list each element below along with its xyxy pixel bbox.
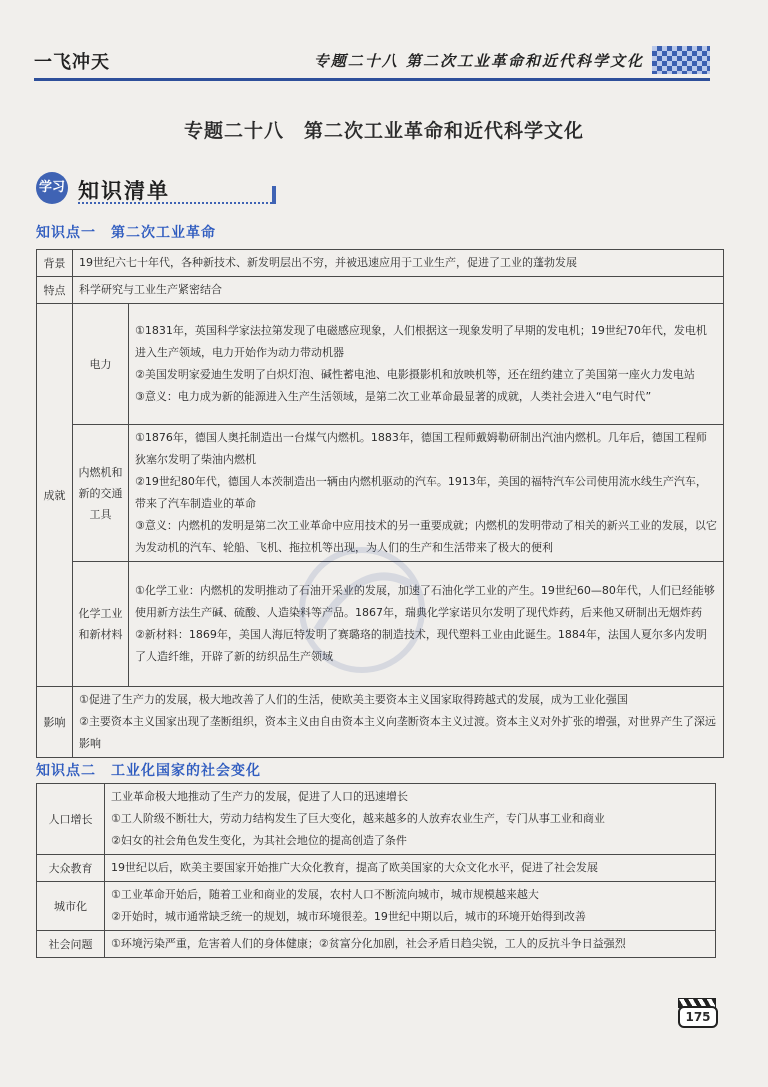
knowledge-point-1-title: 知识点一 第二次工业革命 [36,225,216,241]
row-label: 背景 [37,250,73,277]
row-text [105,784,716,855]
paragraph: ①化学工业：内燃机的发明推动了石油开采业的发展，加速了石油化学工业的产生。19世纪60—80年代，人们已经能够使用新方法生产碱、硫酸、人造染料等产品。1867年，瑞典化学家诺贝尔发明了现代炸药，后来他又研制出无烟炸药 [135,584,715,619]
section-banner [36,172,276,206]
row-text: 19世纪六七十年代，各种新技术、新发明层出不穷，并被迅速应用于工业生产，促进了工业的蓬勃发展 [73,250,724,277]
table-row [37,687,724,758]
brand-logo: 一飞冲天 [34,52,110,73]
chapter-title: 专题二十八 第二次工业革命和近代科学文化 [183,120,584,142]
table-row [37,931,716,958]
table-row [37,784,716,855]
paragraph: ①工人阶级不断壮大，劳动力结构发生了巨大变化，越来越多的人放弃农业生产，专门从事工业和商业 [111,812,605,825]
row-text [105,931,716,958]
section-title: 知识清单 [78,179,170,203]
paragraph: ②主要资本主义国家出现了垄断组织，资本主义由自由资本主义向垄断资本主义过渡。资本主义对外扩张的增强，对世界产生了深远影响 [79,715,716,750]
table-row [37,277,724,304]
row-label: 大众教育 [37,855,105,882]
row-text [105,882,716,931]
row-text [73,687,724,758]
paragraph: ②新材料：1869年，美国人海厄特发明了赛璐珞的制造技术，现代塑料工业由此诞生。1884年，法国人夏尔多内发明了人造纤维，开辟了新的纺织品生产领域 [135,628,707,663]
page-number-badge [676,998,716,1026]
paragraph: 工业革命极大地推动了生产力的发展，促进了人口的迅速增长 [111,790,408,803]
row-label: 影响 [37,687,73,758]
row-label: 人口增长 [37,784,105,855]
row-label: 社会问题 [37,931,105,958]
page-header [34,42,710,81]
paragraph: ①1831年，英国科学家法拉第发现了电磁感应现象，人们根据这一现象发明了早期的发电机；19世纪70年代，发电机进入生产领域，电力开始作为动力带动机器 [135,324,707,359]
row-text: 科学研究与工业生产紧密结合 [73,277,724,304]
table-row [37,882,716,931]
paragraph: ②妇女的社会角色发生变化，为其社会地位的提高创造了条件 [111,834,407,847]
study-badge-icon: 学习 [36,172,68,204]
social-change-table [36,783,716,958]
sub-label: 内燃机和新的交通工具 [73,425,129,562]
row-label: 城市化 [37,882,105,931]
table-row [37,304,724,425]
row-text [105,855,716,882]
sub-label: 化学工业和新材料 [73,562,129,687]
paragraph: ③意义：电力成为新的能源进入生产生活领域，是第二次工业革命最显著的成就，人类社会进入“电气时代” [135,390,652,403]
page-number: 175 [678,1006,718,1028]
table-row [37,855,716,882]
paragraph: ①1876年，德国人奥托制造出一台煤气内燃机。1883年，德国工程师戴姆勒研制出汽油内燃机。几年后，德国工程师狄塞尔发明了柴油内燃机 [135,431,707,466]
table-row [37,250,724,277]
running-title: 专题二十八 第二次工业革命和近代科学文化 [313,52,644,70]
paragraph: ②开始时，城市通常缺乏统一的规划，城市环境很差。19世纪中期以后，城市的环境开始得到改善 [111,910,586,923]
paragraph: ①促进了生产力的发展，极大地改善了人们的生活，使欧美主要资本主义国家取得跨越式的发展，成为工业化强国 [79,693,628,706]
divider [78,202,276,204]
row-label: 特点 [37,277,73,304]
paragraph: ①工业革命开始后，随着工业和商业的发展，农村人口不断流向城市，城市规模越来越大 [111,888,539,901]
sub-label: 电力 [73,304,129,425]
paragraph: ③意义：内燃机的发明是第二次工业革命中应用技术的另一重要成就；内燃机的发明带动了相关的新兴工业的发展，以它为发动机的汽车、轮船、飞机、拖拉机等出现，为人们的生产和生活带来了极大的便利 [135,519,717,554]
checker-decoration-icon [652,46,710,74]
watermark-logo-icon [262,535,462,685]
divider-mark [272,186,276,204]
paragraph: ②19世纪80年代，德国人本茨制造出一辆由内燃机驱动的汽车。1913年，美国的福特汽车公司使用流水线生产汽车，带来了汽车制造业的革命 [135,475,707,510]
paragraph: 19世纪以后，欧美主要国家开始推广大众化教育，提高了欧美国家的大众文化水平，促进了社会发展 [111,861,598,874]
row-label: 成就 [37,304,73,687]
paragraph: ②美国发明家爱迪生发明了白炽灯泡、碱性蓄电池、电影摄影机和放映机等，还在纽约建立了美国第一座火力发电站 [135,368,695,381]
row-text [129,304,724,425]
knowledge-point-2-title: 知识点二 工业化国家的社会变化 [36,763,261,779]
paragraph: ①环境污染严重，危害着人们的身体健康；②贫富分化加剧，社会矛盾日趋尖锐，工人的反抗斗争日益强烈 [111,937,626,950]
